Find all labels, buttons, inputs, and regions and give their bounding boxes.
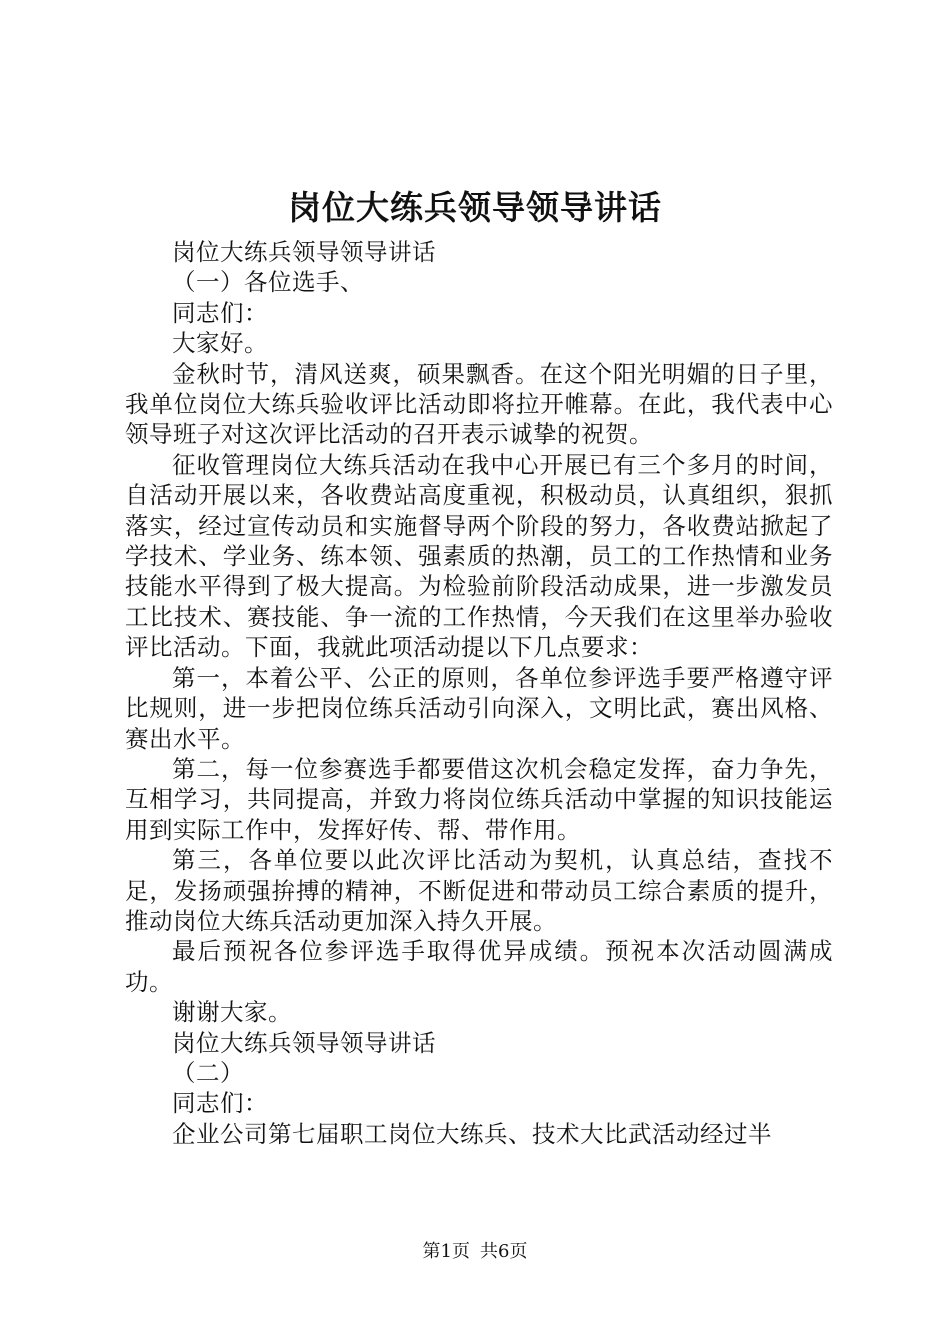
paragraph: 企业公司第七届职工岗位大练兵、技术大比武活动经过半 — [172, 1119, 772, 1148]
document-body — [125, 237, 833, 1149]
paragraph: （二） — [172, 1058, 244, 1087]
paragraph: （一）各位选手、 — [172, 268, 364, 297]
paragraph: 征收管理岗位大练兵活动在我中心开展已有三个多月的时间，自活动开展以来，各收费站高度重视，积极动员，认真组织，狠抓落实，经过宣传动员和实施督导两个阶段的努力，各收费站掀起了学技术、学业务、练本领、强素质的热潮，员工的工作热情和业务技能水平得到了极大提高。为检验前阶段活动成果，进一步激发员工比技术、赛技能、争一流的工作热情，今天我们在这里举办验收评比活动。下面，我就此项活动提以下几点要求： — [125, 450, 833, 662]
paragraph: 谢谢大家。 — [172, 998, 292, 1027]
paragraph: 同志们： — [172, 298, 268, 327]
paragraph: 第一，本着公平、公正的原则，各单位参评选手要严格遵守评比规则，进一步把岗位练兵活动引向深入，文明比武，赛出风格、赛出水平。 — [125, 663, 833, 753]
paragraph: 第二，每一位参赛选手都要借这次机会稳定发挥，奋力争先，互相学习，共同提高，并致力将岗位练兵活动中掌握的知识技能运用到实际工作中，发挥好传、帮、带作用。 — [125, 754, 833, 844]
paragraph: 岗位大练兵领导领导讲话 — [172, 1028, 436, 1057]
paragraph: 大家好。 — [172, 329, 268, 358]
paragraph: 最后预祝各位参评选手取得优异成绩。预祝本次活动圆满成功。 — [125, 937, 833, 996]
paragraph: 金秋时节，清风送爽，硕果飘香。在这个阳光明媚的日子里，我单位岗位大练兵验收评比活动即将拉开帷幕。在此，我代表中心领导班子对这次评比活动的召开表示诚挚的祝贺。 — [125, 359, 833, 449]
page-total: 共6页 — [480, 1241, 528, 1262]
paragraph: 同志们： — [172, 1089, 268, 1118]
paragraph: 第三，各单位要以此次评比活动为契机，认真总结，查找不足，发扬顽强拚搏的精神，不断促进和带动员工综合素质的提升，推动岗位大练兵活动更加深入持久开展。 — [125, 846, 833, 935]
paragraph: 岗位大练兵领导领导讲话 — [172, 238, 436, 266]
page-footer — [0, 1240, 950, 1264]
document-title: 岗位大练兵领导领导讲话 — [288, 188, 662, 227]
page-number: 第1页 — [422, 1241, 470, 1262]
